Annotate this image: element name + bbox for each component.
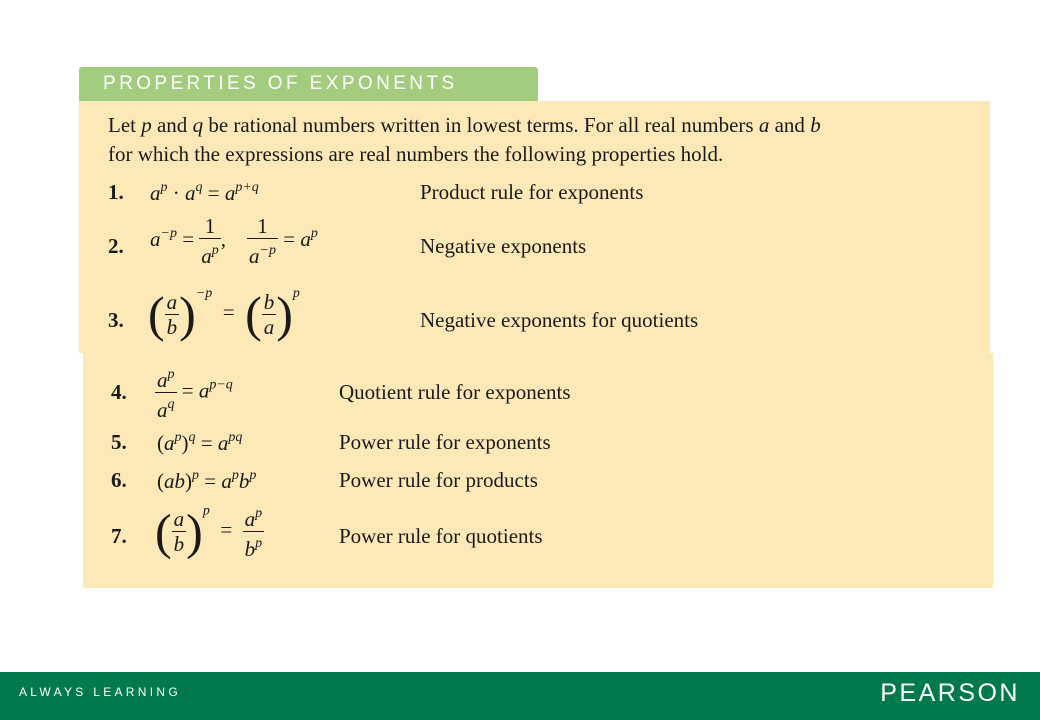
property-name: Quotient rule for exponents xyxy=(339,380,571,404)
intro-text: Let p and q be rational numbers written in lowest terms. For all real numbers a and b for which the expressions are real numbers the following properties hold. xyxy=(108,113,821,166)
property-name: Power rule for products xyxy=(339,468,538,492)
property-name: Negative exponents xyxy=(420,234,587,258)
property-number: 5. xyxy=(111,430,127,454)
property-number: 1. xyxy=(108,180,124,204)
property-name: Power rule for exponents xyxy=(339,430,551,454)
property-number: 3. xyxy=(108,308,124,332)
formula-power-products: $(ab)^p = a^pb^p$ xyxy=(157,468,257,493)
footer-tagline: ALWAYS LEARNING xyxy=(19,685,181,699)
formula-power-rule: $(a^p)^q = a^{pq}$ xyxy=(157,430,243,455)
property-name: Product rule for exponents xyxy=(420,180,644,204)
formula-power-quotients: ( $\frac{a}{b}$ )$^p$ = $\frac{a^p}{b^p}$ xyxy=(155,503,263,561)
property-number: 2. xyxy=(108,234,124,258)
formula-quotient-rule: $\frac{a^p}{a^q}$ = $a^{p-q}$ xyxy=(157,367,233,422)
pearson-logo: PEARSON xyxy=(880,679,1020,707)
formula-product-rule: $a^p \cdot a^q = a^{p+q}$ xyxy=(150,180,259,205)
section-title: PROPERTIES OF EXPONENTS xyxy=(79,67,538,101)
formula-negative-exponents: $a^{-p}$ = $\frac{1}{a^p}$ , $\frac{1}{a^{-p}}$ = $a^p$ xyxy=(150,214,318,268)
footer-bar xyxy=(0,672,1040,720)
property-name: Power rule for quotients xyxy=(339,524,543,548)
formula-negative-quotients: ( $\frac{a}{b}$ )$^{-p}$ = ( $\frac{b}{a}$ )$^p$ xyxy=(148,286,300,343)
property-name: Negative exponents for quotients xyxy=(420,308,699,332)
property-number: 7. xyxy=(111,524,127,548)
property-number: 6. xyxy=(111,468,127,492)
property-number: 4. xyxy=(111,380,127,404)
